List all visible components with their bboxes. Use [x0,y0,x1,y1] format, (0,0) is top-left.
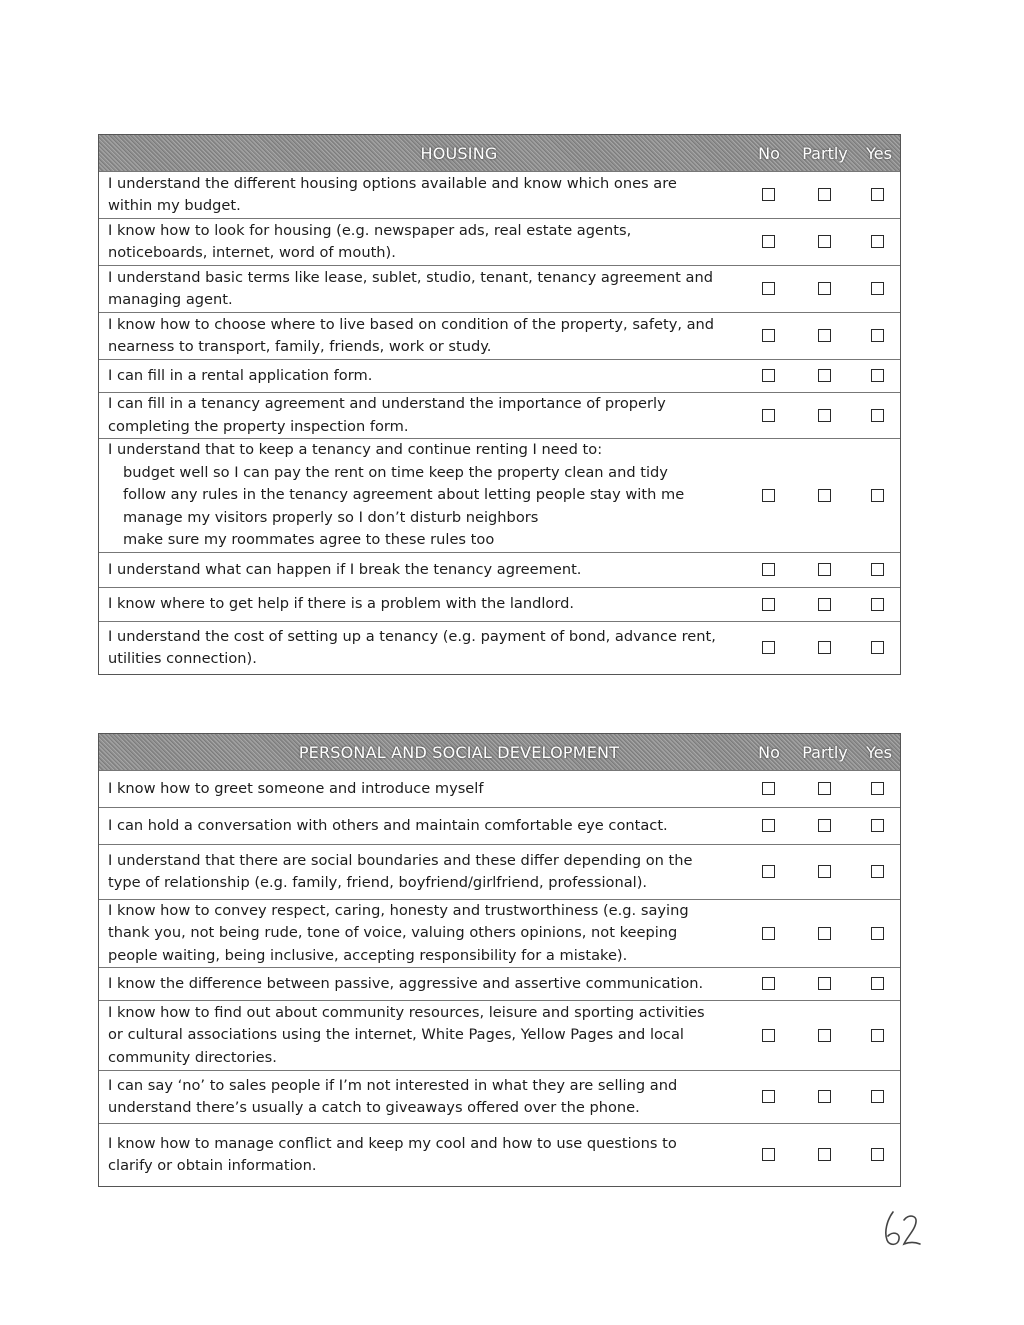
row-text [108,360,740,392]
personal-header [99,734,900,770]
row-line: type of relationship (e.g. family, friend, boyfriend/girlfriend, professional). [108,874,648,891]
yes-checkbox[interactable] [871,819,884,832]
table-row [99,312,900,359]
yes-checkbox[interactable] [871,598,884,611]
housing-header [99,135,900,171]
row-line: I know the difference between passive, aggressive and assertive communication. [108,974,704,992]
col-no: No [758,743,780,762]
no-checkbox[interactable] [762,865,775,878]
no-checkbox[interactable] [762,1148,775,1161]
row-line: I know where to get help if there is a problem with the landlord. [108,595,574,613]
no-checkbox[interactable] [762,329,775,342]
row-line: I can fill in a tenancy agreement and understand the importance of properly [108,395,666,412]
yes-checkbox[interactable] [871,641,884,654]
row-text [108,1071,740,1123]
row-text [108,393,740,438]
no-checkbox[interactable] [762,977,775,990]
row-text [108,622,740,674]
housing-title: HOUSING [420,144,498,163]
partly-checkbox[interactable] [818,489,831,502]
row-text [108,219,740,265]
no-checkbox[interactable] [762,598,775,611]
row-line: I understand the different housing options available and know which ones are [108,174,677,192]
table-row [99,218,900,265]
table-row [99,552,900,587]
yes-checkbox[interactable] [871,188,884,201]
yes-checkbox[interactable] [871,1090,884,1103]
row-line: people waiting, being inclusive, accepting responsibility for a mistake). [108,946,628,964]
no-checkbox[interactable] [762,819,775,832]
row-line: community directories. [108,1048,277,1066]
row-line: within my budget. [108,197,241,214]
row-line: nearness to transport, family, friends, work or study. [108,338,492,355]
col-no: No [758,144,780,163]
row-line: I understand what can happen if I break the tenancy agreement. [108,560,582,578]
yes-checkbox[interactable] [871,282,884,295]
yes-checkbox[interactable] [871,1148,884,1161]
yes-checkbox[interactable] [871,329,884,342]
row-line: or cultural associations using the internet, White Pages, Yellow Pages and local [108,1026,684,1044]
no-checkbox[interactable] [762,782,775,795]
housing-table [98,134,901,675]
yes-checkbox[interactable] [871,927,884,940]
table-row [99,1000,900,1070]
table-row [99,359,900,392]
partly-checkbox[interactable] [818,369,831,382]
table-row [99,899,900,967]
row-text [108,845,740,899]
yes-checkbox[interactable] [871,489,884,502]
row-line: I understand that to keep a tenancy and continue renting I need to: [108,441,603,459]
yes-checkbox[interactable] [871,865,884,878]
row-line: noticeboards, internet, word of mouth). [108,244,396,261]
row-line: I know how to greet someone and introduce myself [108,779,484,797]
row-line: I know how to manage conflict and keep my cool and how to use questions to [108,1134,677,1152]
row-line: I can fill in a rental application form. [108,366,373,384]
table-row [99,967,900,1000]
row-text [108,439,740,552]
row-subline: follow any rules in the tenancy agreement about letting people stay with me [123,486,685,504]
col-partly: Partly [802,144,848,163]
housing-rows [99,171,900,674]
partly-checkbox[interactable] [818,865,831,878]
row-line: I understand basic terms like lease, sublet, studio, tenant, tenancy agreement and [108,268,713,286]
partly-checkbox[interactable] [818,282,831,295]
row-text [108,313,740,359]
row-line: I understand that there are social boundaries and these differ depending on the [108,851,693,869]
row-line: I know how to look for housing (e.g. newspaper ads, real estate agents, [108,221,632,239]
partly-checkbox[interactable] [818,927,831,940]
row-line: I can hold a conversation with others and maintain comfortable eye contact. [108,816,668,834]
row-line: I know how to convey respect, caring, honesty and trustworthiness (e.g. saying [108,901,689,919]
row-line: understand there’s usually a catch to giveaways offered over the phone. [108,1099,640,1116]
personal-title: PERSONAL AND SOCIAL DEVELOPMENT [298,743,620,762]
col-partly: Partly [802,743,848,762]
no-checkbox[interactable] [762,1029,775,1042]
row-line: I know how to find out about community resources, leisure and sporting activities [108,1003,705,1021]
no-checkbox[interactable] [762,282,775,295]
col-yes: Yes [866,144,892,163]
row-text [108,266,740,312]
partly-checkbox[interactable] [818,782,831,795]
row-line: managing agent. [108,291,233,308]
no-checkbox[interactable] [762,235,775,248]
no-checkbox[interactable] [762,489,775,502]
partly-checkbox[interactable] [818,409,831,422]
row-text [108,771,740,807]
partly-checkbox[interactable] [818,819,831,832]
table-row [99,587,900,621]
no-checkbox[interactable] [762,369,775,382]
table-row [99,392,900,438]
table-row [99,1123,900,1186]
row-text [108,1124,740,1186]
row-line: I understand the cost of setting up a tenancy (e.g. payment of bond, advance rent, [108,627,716,645]
row-text [108,968,740,1000]
table-row [99,1070,900,1123]
personal-table [98,733,901,1187]
partly-checkbox[interactable] [818,641,831,654]
partly-checkbox[interactable] [818,235,831,248]
row-subline: budget well so I can pay the rent on time keep the property clean and tidy [123,463,668,481]
row-line: completing the property inspection form. [108,417,409,435]
no-checkbox[interactable] [762,563,775,576]
yes-checkbox[interactable] [871,977,884,990]
yes-checkbox[interactable] [871,1029,884,1042]
table-row [99,171,900,218]
partly-checkbox[interactable] [818,1029,831,1042]
partly-checkbox[interactable] [818,1148,831,1161]
table-row [99,438,900,552]
no-checkbox[interactable] [762,927,775,940]
yes-checkbox[interactable] [871,409,884,422]
row-text [108,808,740,844]
table-row [99,844,900,899]
table-row [99,265,900,312]
yes-checkbox[interactable] [871,369,884,382]
yes-checkbox[interactable] [871,563,884,576]
partly-checkbox[interactable] [818,598,831,611]
row-text [108,588,740,621]
table-row [99,807,900,844]
yes-checkbox[interactable] [871,235,884,248]
row-line: utilities connection). [108,650,257,667]
row-text [108,172,740,218]
row-line: clarify or obtain information. [108,1157,317,1174]
no-checkbox[interactable] [762,1090,775,1103]
table-row [99,770,900,807]
partly-checkbox[interactable] [818,329,831,342]
personal-rows [99,770,900,1186]
no-checkbox[interactable] [762,409,775,422]
partly-checkbox[interactable] [818,1090,831,1103]
partly-checkbox[interactable] [818,563,831,576]
row-line: I can say ‘no’ to sales people if I’m not interested in what they are selling and [108,1076,678,1094]
yes-checkbox[interactable] [871,782,884,795]
col-yes: Yes [866,743,892,762]
row-line: I know how to choose where to live based on condition of the property, safety, and [108,315,715,333]
row-text [108,1001,740,1070]
no-checkbox[interactable] [762,641,775,654]
row-subline: make sure my roommates agree to these rules too [123,531,495,549]
row-line: thank you, not being rude, tone of voice, valuing others opinions, not keeping [108,924,678,942]
no-checkbox[interactable] [762,188,775,201]
row-text [108,553,740,587]
partly-checkbox[interactable] [818,977,831,990]
partly-checkbox[interactable] [818,188,831,201]
row-text [108,900,740,967]
row-subline: manage my visitors properly so I don’t disturb neighbors [123,508,539,526]
table-row [99,621,900,674]
handwritten-page-number [878,1206,928,1250]
